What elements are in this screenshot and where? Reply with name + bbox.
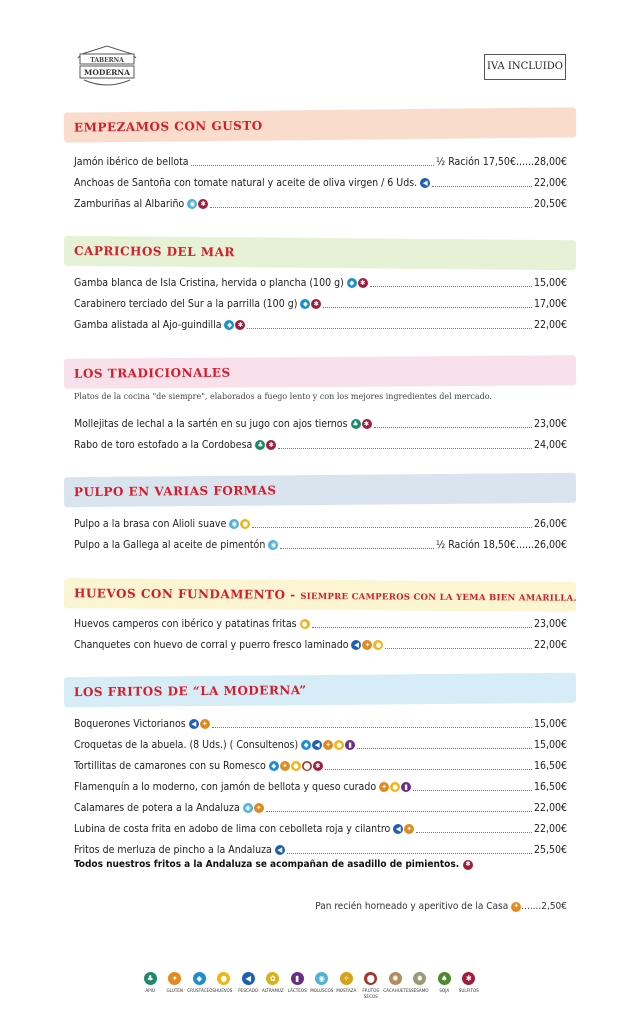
dot-leader	[287, 853, 532, 854]
legend-item	[163, 972, 188, 1000]
menu-item	[74, 297, 567, 311]
legend-label: PESCADO	[238, 989, 259, 994]
sulfitos-icon: ✱	[235, 320, 245, 330]
dot-leader	[416, 832, 532, 833]
menu-item	[74, 843, 567, 857]
section-title	[74, 366, 231, 381]
allergen-icons	[347, 278, 368, 288]
allergen-icons	[224, 320, 245, 330]
menu-item-price: 15,00€	[533, 739, 567, 751]
legend-item	[310, 972, 335, 1000]
section-title-text: EMPEZAMOS CON GUSTO	[73, 118, 263, 135]
menu-item-name: Gamba alistada al Ajo-guindilla	[74, 319, 222, 331]
allergen-icons	[243, 803, 264, 813]
menu-item-price: 25,50€	[533, 844, 567, 856]
gluten-icon: ✦	[254, 803, 264, 813]
section-header	[64, 236, 576, 270]
menu-item	[74, 738, 567, 752]
pescado-icon: ◀	[393, 824, 403, 834]
fritos-note	[74, 859, 473, 870]
legend-item	[285, 972, 310, 1000]
bread-line	[315, 901, 567, 912]
taberna-moderna-logo	[76, 44, 138, 96]
gluten-icon: ✦	[379, 782, 389, 792]
crustaceos-icon: ◆	[301, 740, 311, 750]
dot-leader	[191, 165, 434, 166]
menu-item-price: 26,00€	[533, 518, 567, 530]
legend-label: CACAHUETES	[383, 989, 412, 994]
legend-label: MOSTAZA	[336, 989, 357, 994]
allergen-icons	[379, 782, 411, 792]
sulfitos-icon: ✱	[266, 440, 276, 450]
menu-item-name: Pulpo a la brasa con Alioli suave	[74, 518, 227, 530]
dot-leader	[370, 286, 532, 287]
legend-label: CRUSTÁCEOS	[187, 989, 215, 994]
dot-leader	[212, 727, 532, 728]
menu-item-price: 22,00€	[533, 823, 567, 835]
legend-label: SULFITOS	[458, 989, 479, 994]
legend-label: FRUTOS SECOS	[362, 989, 380, 1000]
fritos-note-text: Todos nuestros fritos a la Andaluza se acompañan de asadillo de pimientos.	[74, 859, 460, 870]
lacteos-icon: ▮	[345, 740, 355, 750]
menu-item	[74, 197, 567, 211]
allergen-icons	[189, 719, 210, 729]
pescado-icon: ◀	[242, 972, 255, 985]
bread-name: Pan recién horneado y aperitivo de la Casa	[315, 901, 509, 912]
dot-leader	[312, 627, 532, 628]
pescado-icon: ◀	[275, 845, 285, 855]
menu-item-name: Fritos de merluza de pincho a la Andaluza	[74, 844, 272, 856]
menu-item-name: Carabinero terciado del Sur a la parrilla (100 g)	[74, 298, 298, 310]
huevos-icon: ●	[240, 519, 250, 529]
dot-leader	[247, 328, 531, 329]
dot-leader	[210, 207, 532, 208]
huevos-icon: ●	[300, 619, 310, 629]
menu-item	[74, 822, 567, 836]
allergen-icons	[275, 845, 285, 855]
gluten-icon: ✦	[362, 640, 372, 650]
legend-item	[334, 972, 359, 1000]
section-title	[74, 244, 235, 259]
menu-item-price: 23,00€	[533, 418, 567, 430]
section-title	[74, 119, 263, 135]
legend-label: GLUTEN	[166, 989, 184, 994]
menu-item-price: 26,00€	[533, 539, 567, 551]
sulfitos-icon: ✱	[198, 199, 208, 209]
menu-item-price: 28,00€	[533, 156, 567, 168]
menu-item-price: 15,00€	[533, 718, 567, 730]
menu-item-name: Lubina de costa frita en adobo de lima con cebolleta roja y cilantro	[74, 823, 391, 835]
gluten-icon: ✦	[168, 972, 181, 985]
section-title-text: PULPO EN VARIAS FORMAS	[73, 483, 277, 500]
lacteos-icon: ▮	[401, 782, 411, 792]
sulfitos-icon: ✱	[313, 761, 323, 771]
huevos-icon: ●	[373, 640, 383, 650]
section-title	[74, 683, 307, 699]
dot-leader	[266, 811, 532, 812]
section-title	[74, 483, 277, 499]
dot-leader	[280, 548, 434, 549]
half-portion-price: ½ Ración 18,50€......	[436, 539, 534, 551]
apio-icon: ♣	[255, 440, 265, 450]
sulfitos-icon: ✱	[362, 419, 372, 429]
menu-item-price: 16,50€	[533, 760, 567, 772]
menu-item-price: 22,00€	[533, 639, 567, 651]
menu-item	[74, 759, 567, 773]
pescado-icon: ◀	[351, 640, 361, 650]
menu-item-name: Chanquetes con huevo de corral y puerro fresco laminado	[74, 639, 349, 651]
menu-item-name: Croquetas de la abuela. (8 Uds.) ( Consultenos)	[74, 739, 299, 751]
gluten-icon: ✦	[404, 824, 414, 834]
section-title-text: CAPRICHOS DEL MAR	[73, 243, 235, 260]
legend-label: MOLUSCOS	[310, 989, 334, 994]
allergen-icons	[301, 740, 355, 750]
legend-label: SÉSAMO	[410, 989, 429, 994]
menu-item-price: 15,00€	[533, 277, 567, 289]
dot-leader	[413, 790, 532, 791]
menu-item-price: 17,00€	[533, 298, 567, 310]
legend-item	[212, 972, 237, 1000]
sesamo-icon: ✹	[413, 972, 426, 985]
allergen-icons	[268, 540, 278, 550]
allergen-icons	[229, 519, 250, 529]
dot-leader	[325, 769, 532, 770]
allergen-icons	[393, 824, 414, 834]
crustaceos-icon: ◆	[224, 320, 234, 330]
menu-item-name: Zamburiñas al Albariño	[74, 198, 185, 210]
gluten-icon: ✦	[323, 740, 333, 750]
bread-price: 2,50€	[541, 901, 567, 912]
huevos-icon: ●	[217, 972, 230, 985]
cacahuetes-icon: ✺	[389, 972, 402, 985]
sulfitos-icon: ✱	[462, 972, 475, 985]
allergen-icons	[269, 761, 323, 771]
sulfitos-icon: ✱	[311, 299, 321, 309]
pescado-icon: ◀	[312, 740, 322, 750]
section-header	[64, 578, 576, 612]
section-title-text: LOS TRADICIONALES	[73, 365, 231, 381]
menu-item-name: Gamba blanca de Isla Cristina, hervida o plancha (100 g)	[74, 277, 344, 289]
legend-item	[138, 972, 163, 1000]
dot-leader	[323, 307, 532, 308]
soja-icon: ♠	[438, 972, 451, 985]
legend-item	[187, 972, 215, 1000]
allergen-icons	[255, 440, 276, 450]
menu-item-name: Anchoas de Santoña con tomate natural y aceite de oliva virgen / 6 Uds.	[74, 177, 418, 189]
lacteos-icon: ▮	[291, 972, 304, 985]
moluscos-icon: ◉	[187, 199, 197, 209]
menu-item-name: Huevos camperos con ibérico y patatinas fritas	[74, 618, 297, 630]
menu-item-price: 22,00€	[533, 802, 567, 814]
huevos-icon: ●	[334, 740, 344, 750]
section-subtitle: Platos de la cocina "de siempre", elaborados a fuego lento y con los mejores ingredientes del mercado.	[74, 392, 492, 401]
menu-item	[74, 438, 567, 452]
legend-item	[261, 972, 286, 1000]
frutos-secos-icon: ⬤	[364, 972, 377, 985]
section-header	[64, 673, 576, 707]
legend-item	[359, 972, 384, 1000]
dot-leader	[385, 648, 531, 649]
section-header	[64, 107, 576, 142]
menu-item-price: 16,50€	[533, 781, 567, 793]
gluten-icon: ✦	[511, 902, 521, 912]
menu-item	[74, 155, 567, 169]
moluscos-icon: ◉	[315, 972, 328, 985]
gluten-icon: ✦	[280, 761, 290, 771]
dot-leader	[252, 527, 532, 528]
dot-leader	[432, 186, 532, 187]
sulfitos-icon: ✱	[463, 860, 473, 870]
section-title-text: LOS FRITOS DE “LA MODERNA”	[73, 683, 307, 700]
menu-item-price: 22,00€	[533, 177, 567, 189]
allergen-icons	[351, 419, 372, 429]
legend-item	[236, 972, 261, 1000]
menu-item-price: 24,00€	[533, 439, 567, 451]
menu-item	[74, 318, 567, 332]
menu-item-name: Pulpo a la Gallega al aceite de pimentón	[74, 539, 266, 551]
menu-item	[74, 617, 567, 631]
section-title	[74, 586, 577, 604]
crustaceos-icon: ◆	[300, 299, 310, 309]
menu-item-price: 20,50€	[533, 198, 567, 210]
legend-label: APIO	[145, 989, 156, 994]
dot-leader	[278, 448, 532, 449]
dot-leader: .......	[521, 901, 542, 912]
half-portion-price: ½ Ración 17,50€......	[436, 156, 534, 168]
menu-item-price: 23,00€	[533, 618, 567, 630]
menu-item-name: Boquerones Victorianos	[74, 718, 186, 730]
sulfitos-icon: ✱	[358, 278, 368, 288]
moluscos-icon: ◉	[229, 519, 239, 529]
legend-item	[432, 972, 457, 1000]
menu-item-name: Tortillitas de camarones con su Romesco	[74, 760, 266, 772]
menu-item	[74, 176, 567, 190]
menu-item-name: Mollejitas de lechal a la sartén en su jugo con ajos tiernos	[74, 418, 348, 430]
legend-item	[457, 972, 482, 1000]
allergen-legend	[138, 972, 481, 1000]
menu-item-name: Flamenquín a lo moderno, con jamón de bellota y queso curado	[74, 781, 377, 793]
altramuz-icon: ✿	[266, 972, 279, 985]
section-header	[64, 355, 576, 389]
crustaceos-icon: ◆	[269, 761, 279, 771]
menu-item	[74, 538, 567, 552]
legend-item	[408, 972, 433, 1000]
iva-incluido-box: IVA INCLUIDO	[484, 54, 566, 80]
menu-item	[74, 801, 567, 815]
crustaceos-icon: ◆	[347, 278, 357, 288]
huevos-icon: ●	[390, 782, 400, 792]
menu-item	[74, 638, 567, 652]
allergen-icons	[351, 640, 383, 650]
section-title-small: SIEMPRE CAMPEROS CON LA YEMA BIEN AMARILLA.	[300, 591, 577, 604]
pescado-icon: ◀	[420, 178, 430, 188]
logo-text-main: MODERNA	[84, 68, 130, 77]
allergen-icons	[300, 299, 321, 309]
menu-item-name: Calamares de potera a la Andaluza	[74, 802, 240, 814]
section-title-text: HUEVOS CON FUNDAMENTO -	[73, 586, 301, 602]
dot-leader	[357, 748, 532, 749]
menu-item-name: Rabo de toro estofado a la Cordobesa	[74, 439, 253, 451]
frutos-secos-icon: ⬤	[303, 761, 311, 770]
menu-item	[74, 276, 567, 290]
crustaceos-icon: ◆	[193, 972, 206, 985]
legend-label: HUEVOS	[215, 989, 233, 994]
logo-text-top: TABERNA	[90, 57, 124, 64]
dot-leader	[374, 427, 532, 428]
legend-item	[383, 972, 412, 1000]
menu-item	[74, 517, 567, 531]
menu-item-name: Jamón ibérico de bellota	[74, 156, 189, 168]
legend-label: LÁCTEOS	[287, 989, 307, 994]
gluten-icon: ✦	[200, 719, 210, 729]
legend-label: SOJA	[439, 989, 450, 994]
huevos-icon: ●	[291, 761, 301, 771]
mostaza-icon: ✧	[340, 972, 353, 985]
moluscos-icon: ◉	[243, 803, 253, 813]
allergen-icons	[300, 619, 310, 629]
allergen-icons	[187, 199, 208, 209]
menu-item	[74, 717, 567, 731]
legend-label: ALTRAMUZ	[261, 989, 284, 994]
apio-icon: ♣	[351, 419, 361, 429]
moluscos-icon: ◉	[268, 540, 278, 550]
section-header	[64, 473, 576, 507]
menu-item	[74, 780, 567, 794]
menu-item-price: 22,00€	[533, 319, 567, 331]
menu-item	[74, 417, 567, 431]
apio-icon: ♣	[144, 972, 157, 985]
pescado-icon: ◀	[189, 719, 199, 729]
allergen-icons	[420, 178, 430, 188]
